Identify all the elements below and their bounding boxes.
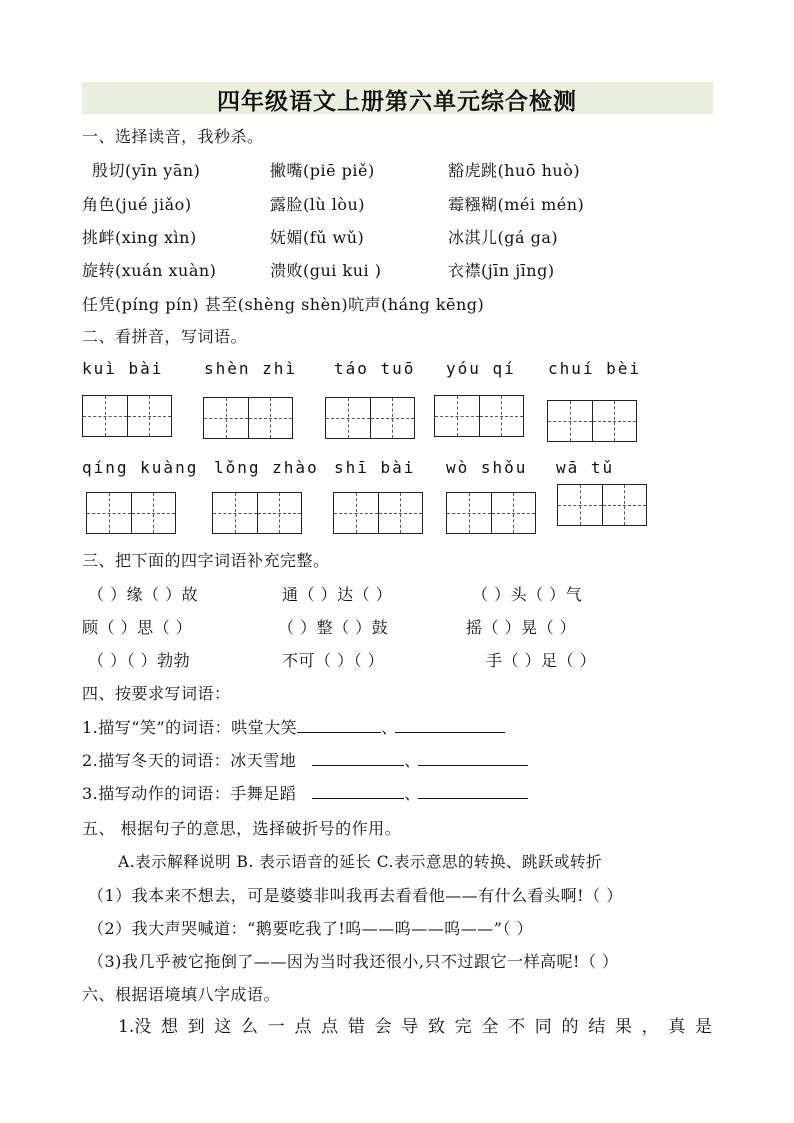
answer-blank[interactable] [297, 718, 381, 733]
char: ， [641, 1017, 659, 1037]
char: 完 [454, 1017, 472, 1037]
char: 真 [668, 1017, 686, 1037]
separator: 、 [404, 751, 421, 770]
s3-item: 顾（ ）思（ ） [82, 618, 193, 637]
s5-item: （2）我大声哭喊道：“鹅要吃我了!呜——呜——呜——”（ ） [88, 919, 534, 938]
s5-options: A.表示解释说明 B. 表示语音的延长 C.表示意思的转换、跳跃或转折 [118, 853, 602, 871]
s3-item: （ ）（ ）勃勃 [88, 651, 191, 670]
pinyin-label: shèn zhì [204, 359, 298, 378]
s1-item: 露脸(lù lòu) [270, 195, 366, 214]
char: 果 [614, 1017, 632, 1037]
writing-grid[interactable] [333, 492, 423, 534]
pinyin-label: shī bài [334, 458, 416, 477]
separator: 、 [404, 784, 421, 803]
char: 一 [267, 1017, 285, 1037]
s1-item: 任凭(píng pín) 甚至(shèng shèn)吭声(háng kēng) [82, 295, 485, 314]
writing-grid[interactable] [557, 484, 647, 526]
char: 错 [347, 1017, 365, 1037]
char: 点 [321, 1017, 339, 1037]
s1-item: 挑衅(xing xìn) [82, 228, 197, 247]
s4-item-2 [82, 748, 528, 771]
s3-item: （ ）缘（ ）故 [88, 585, 199, 604]
s1-item: 冰淇儿(gá ga) [448, 228, 559, 247]
answer-blank[interactable] [312, 751, 404, 766]
s4-prompt: 1.描写“笑”的词语：哄堂大笑 [82, 718, 298, 737]
answer-blank[interactable] [395, 718, 505, 733]
pinyin-label: wò shǒu [446, 458, 528, 477]
s4-prompt: 2.描写冬天的词语：冰天雪地 [82, 751, 297, 770]
char: 同 [534, 1017, 552, 1037]
s1-item: 溃败(gui kui ) [270, 261, 382, 280]
s4-item-1 [82, 715, 505, 738]
section-6-heading: 六、根据语境填八字成语。 [82, 985, 281, 1004]
char: 点 [294, 1017, 312, 1037]
answer-blank[interactable] [418, 751, 528, 766]
writing-grid[interactable] [203, 397, 293, 439]
s6-item-1 [118, 1012, 712, 1037]
char: 到 [187, 1017, 205, 1037]
writing-grid[interactable] [325, 397, 415, 439]
pinyin-label: lǒng zhào [214, 458, 319, 477]
section-2-heading: 二、看拼音，写词语。 [82, 327, 248, 346]
s1-item: 霉糨糊(méi mén) [448, 195, 585, 214]
section-1-heading: 一、选择读音，我秒杀。 [82, 127, 264, 146]
separator: 、 [381, 718, 398, 737]
char: 想 [160, 1017, 178, 1037]
s1-item: 衣襟(jīn jīng) [448, 261, 555, 280]
section-3-heading: 三、把下面的四字词语补充完整。 [82, 551, 330, 570]
char: 结 [588, 1017, 606, 1037]
char: 不 [508, 1017, 526, 1037]
section-5-heading: 五、 根据句子的意思，选择破折号的作用。 [82, 819, 402, 838]
answer-blank[interactable] [312, 784, 404, 799]
answer-blank[interactable] [418, 784, 528, 799]
char: 么 [241, 1017, 259, 1037]
s3-item: 摇（ ）晃（ ） [466, 618, 577, 637]
s1-item: 角色(jué jiǎo) [82, 195, 192, 214]
s1-item: 豁虎跳(huō huò) [448, 161, 581, 180]
writing-grid[interactable] [547, 400, 637, 442]
pinyin-label: táo tuō [334, 359, 416, 378]
writing-grid[interactable] [446, 492, 536, 534]
s3-item: （ ）整（ ）鼓 [278, 618, 389, 637]
char: 这 [214, 1017, 232, 1037]
writing-grid[interactable] [434, 395, 524, 437]
s3-item: 通（ ）达（ ） [282, 585, 393, 604]
char: 会 [374, 1017, 392, 1037]
s5-item: （3)我几乎被它拖倒了——因为当时我还很小,只不过跟它一样高呢!（ ） [88, 952, 619, 971]
s1-item: 妩媚(fǔ wǔ) [270, 228, 365, 247]
writing-grid[interactable] [86, 492, 176, 534]
s1-item: 旋转(xuán xuàn) [82, 261, 217, 280]
s4-item-3 [82, 781, 528, 804]
s1-item: 殷切(yīn yān) [92, 161, 201, 180]
char: 全 [481, 1017, 499, 1037]
s1-item: 撇嘴(piē piě) [270, 161, 375, 180]
char: 的 [561, 1017, 579, 1037]
s3-item: （ ）头（ ）气 [472, 585, 583, 604]
pinyin-label: qíng kuàng [82, 458, 199, 477]
writing-grid[interactable] [82, 395, 172, 437]
char: 导 [401, 1017, 419, 1037]
writing-grid[interactable] [212, 492, 302, 534]
s5-item: （1）我本来不想去，可是婆婆非叫我再去看看他——有什么看头啊!（ ） [88, 886, 623, 905]
page-title: 四年级语文上册第六单元综合检测 [217, 89, 577, 115]
s3-item: 手（ ）足（ ） [486, 651, 597, 670]
pinyin-label: kuì bài [82, 359, 164, 378]
s4-prompt: 3.描写动作的词语：手舞足蹈 [82, 784, 297, 803]
section-4-heading: 四、按要求写词语： [82, 684, 231, 703]
char: 致 [427, 1017, 445, 1037]
pinyin-label: wā tǔ [556, 458, 615, 477]
s3-item: 不可（ ）（ ） [282, 651, 385, 670]
char: 是 [695, 1017, 712, 1037]
pinyin-label: chuí bèi [548, 359, 642, 378]
char: 1.没 [118, 1017, 152, 1037]
pinyin-label: yóu qí [446, 359, 516, 378]
